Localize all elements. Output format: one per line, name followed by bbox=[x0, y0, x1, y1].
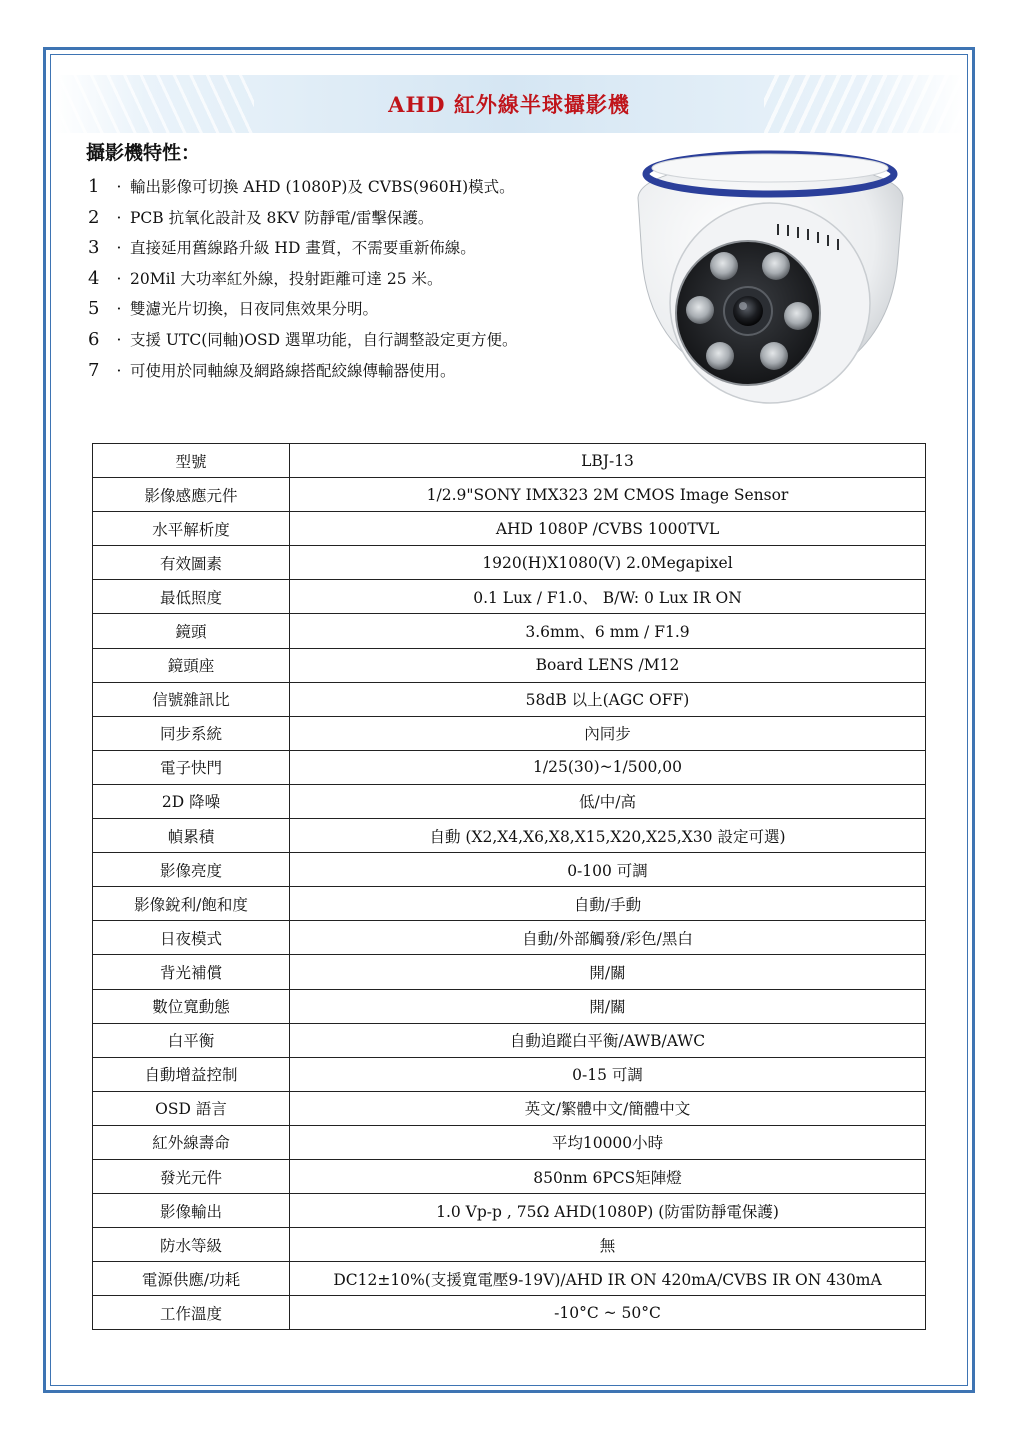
spec-value: 0.1 Lux / F1.0、 B/W: 0 Lux IR ON bbox=[290, 580, 926, 614]
feature-item bbox=[88, 233, 517, 264]
table-row bbox=[93, 1159, 926, 1193]
table-row bbox=[93, 1091, 926, 1125]
spec-label: 有效圖素 bbox=[93, 546, 290, 580]
table-row bbox=[93, 989, 926, 1023]
feature-number: 2 bbox=[88, 206, 100, 228]
spec-value: LBJ-13 bbox=[290, 444, 926, 478]
table-row bbox=[93, 478, 926, 512]
spec-value: 低/中/高 bbox=[290, 784, 926, 818]
spec-table bbox=[92, 443, 926, 1330]
spec-value: 自動/外部觸發/彩色/黑白 bbox=[290, 921, 926, 955]
spec-label: 水平解析度 bbox=[93, 512, 290, 546]
table-row bbox=[93, 784, 926, 818]
spec-value: DC12±10%(支援寬電壓9-19V)/AHD IR ON 420mA/CVBS IR ON 430mA bbox=[290, 1262, 926, 1296]
feature-bullet: · bbox=[116, 208, 122, 227]
feature-number: 3 bbox=[88, 237, 100, 259]
spec-value: 1920(H)X1080(V) 2.0Megapixel bbox=[290, 546, 926, 580]
table-row bbox=[93, 1194, 926, 1228]
spec-value: Board LENS /M12 bbox=[290, 648, 926, 682]
feature-text: 輸出影像可切換 AHD (1080P)及 CVBS(960H)模式。 bbox=[130, 178, 515, 196]
spec-label: OSD 語言 bbox=[93, 1091, 290, 1125]
table-row bbox=[93, 512, 926, 546]
table-row bbox=[93, 580, 926, 614]
spec-value: 無 bbox=[290, 1228, 926, 1262]
spec-label: 幀累積 bbox=[93, 819, 290, 853]
spec-label: 日夜模式 bbox=[93, 921, 290, 955]
feature-number: 1 bbox=[88, 176, 100, 197]
feature-text: 支援 UTC(同軸)OSD 選單功能，自行調整設定更方便。 bbox=[130, 330, 518, 349]
table-row bbox=[93, 750, 926, 784]
table-row bbox=[93, 853, 926, 887]
dome-camera-icon bbox=[628, 138, 913, 418]
feature-item bbox=[88, 203, 517, 234]
feature-item bbox=[88, 325, 517, 356]
spec-value: -10°C ~ 50°C bbox=[290, 1296, 926, 1330]
spec-label: 白平衡 bbox=[93, 1023, 290, 1057]
spec-value: 開/關 bbox=[290, 955, 926, 989]
spec-label: 工作溫度 bbox=[93, 1296, 290, 1330]
feature-item bbox=[88, 172, 517, 203]
feature-item bbox=[88, 264, 517, 295]
feature-text: 20Mil 大功率紅外線，投射距離可達 25 米。 bbox=[130, 269, 443, 288]
feature-bullet: · bbox=[116, 330, 122, 349]
spec-label: 防水等級 bbox=[93, 1228, 290, 1262]
feature-text: 雙濾光片切換，日夜同焦效果分明。 bbox=[130, 300, 379, 319]
spec-value: 0-15 可調 bbox=[290, 1057, 926, 1091]
spec-value: 0-100 可調 bbox=[290, 853, 926, 887]
spec-value: 內同步 bbox=[290, 716, 926, 750]
spec-label: 發光元件 bbox=[93, 1159, 290, 1193]
feature-bullet: · bbox=[116, 239, 122, 258]
table-row bbox=[93, 1057, 926, 1091]
spec-label: 影像亮度 bbox=[93, 853, 290, 887]
spec-label: 信號雜訊比 bbox=[93, 682, 290, 716]
feature-number: 7 bbox=[88, 359, 100, 381]
features-list bbox=[88, 172, 517, 386]
feature-bullet: · bbox=[116, 361, 122, 380]
spec-value: 1.0 Vp-p , 75Ω AHD(1080P) (防雷防靜電保護) bbox=[290, 1194, 926, 1228]
spec-label: 數位寬動態 bbox=[93, 989, 290, 1023]
feature-item bbox=[88, 294, 517, 325]
table-row bbox=[93, 1262, 926, 1296]
table-row bbox=[93, 1296, 926, 1330]
features-heading: 攝影機特性： bbox=[86, 142, 201, 164]
feature-bullet: · bbox=[116, 300, 122, 319]
feature-item bbox=[88, 356, 517, 387]
table-row bbox=[93, 1125, 926, 1159]
table-row bbox=[93, 1023, 926, 1057]
table-row bbox=[93, 546, 926, 580]
table-row bbox=[93, 716, 926, 750]
table-row bbox=[93, 444, 926, 478]
spec-value: 平均10000小時 bbox=[290, 1125, 926, 1159]
table-row bbox=[93, 955, 926, 989]
table-row bbox=[93, 682, 926, 716]
table-row bbox=[93, 921, 926, 955]
feature-text: PCB 抗氧化設計及 8KV 防靜電/雷擊保護。 bbox=[130, 208, 434, 227]
spec-label: 背光補償 bbox=[93, 955, 290, 989]
spec-value: 1/2.9"SONY IMX323 2M CMOS Image Sensor bbox=[290, 478, 926, 512]
spec-label: 影像感應元件 bbox=[93, 478, 290, 512]
feature-bullet: · bbox=[116, 269, 122, 288]
spec-value: 58dB 以上(AGC OFF) bbox=[290, 682, 926, 716]
spec-label: 同步系統 bbox=[93, 716, 290, 750]
feature-number: 6 bbox=[88, 328, 100, 350]
feature-text: 可使用於同軸線及網路線搭配絞線傳輸器使用。 bbox=[130, 361, 456, 380]
spec-value: 開/關 bbox=[290, 989, 926, 1023]
table-row bbox=[93, 1228, 926, 1262]
spec-value: 自動追蹤白平衡/AWB/AWC bbox=[290, 1023, 926, 1057]
spec-label: 電源供應/功耗 bbox=[93, 1262, 290, 1296]
spec-label: 自動增益控制 bbox=[93, 1057, 290, 1091]
feature-text: 直接延用舊線路升級 HD 畫質，不需要重新佈線。 bbox=[130, 239, 476, 258]
table-row bbox=[93, 887, 926, 921]
feature-number: 4 bbox=[88, 267, 100, 289]
spec-value: 850nm 6PCS矩陣燈 bbox=[290, 1159, 926, 1193]
spec-value: 英文/繁體中文/簡體中文 bbox=[290, 1091, 926, 1125]
table-row bbox=[93, 614, 926, 648]
table-row bbox=[93, 819, 926, 853]
spec-value: 1/25(30)~1/500,00 bbox=[290, 750, 926, 784]
spec-label: 2D 降噪 bbox=[93, 784, 290, 818]
table-row bbox=[93, 648, 926, 682]
spec-label: 鏡頭座 bbox=[93, 648, 290, 682]
spec-label: 型號 bbox=[93, 444, 290, 478]
spec-label: 鏡頭 bbox=[93, 614, 290, 648]
spec-label: 最低照度 bbox=[93, 580, 290, 614]
spec-label: 紅外線壽命 bbox=[93, 1125, 290, 1159]
spec-label: 影像輸出 bbox=[93, 1194, 290, 1228]
spec-value: 自動 (X2,X4,X6,X8,X15,X20,X25,X30 設定可選) bbox=[290, 819, 926, 853]
spec-label: 影像銳利/飽和度 bbox=[93, 887, 290, 921]
spec-value: 自動/手動 bbox=[290, 887, 926, 921]
spec-label: 電子快門 bbox=[93, 750, 290, 784]
page-title: AHD 紅外線半球攝影機 bbox=[388, 92, 630, 117]
spec-value: AHD 1080P /CVBS 1000TVL bbox=[290, 512, 926, 546]
feature-bullet: · bbox=[116, 178, 122, 196]
feature-number: 5 bbox=[88, 298, 100, 320]
spec-value: 3.6mm、6 mm / F1.9 bbox=[290, 614, 926, 648]
